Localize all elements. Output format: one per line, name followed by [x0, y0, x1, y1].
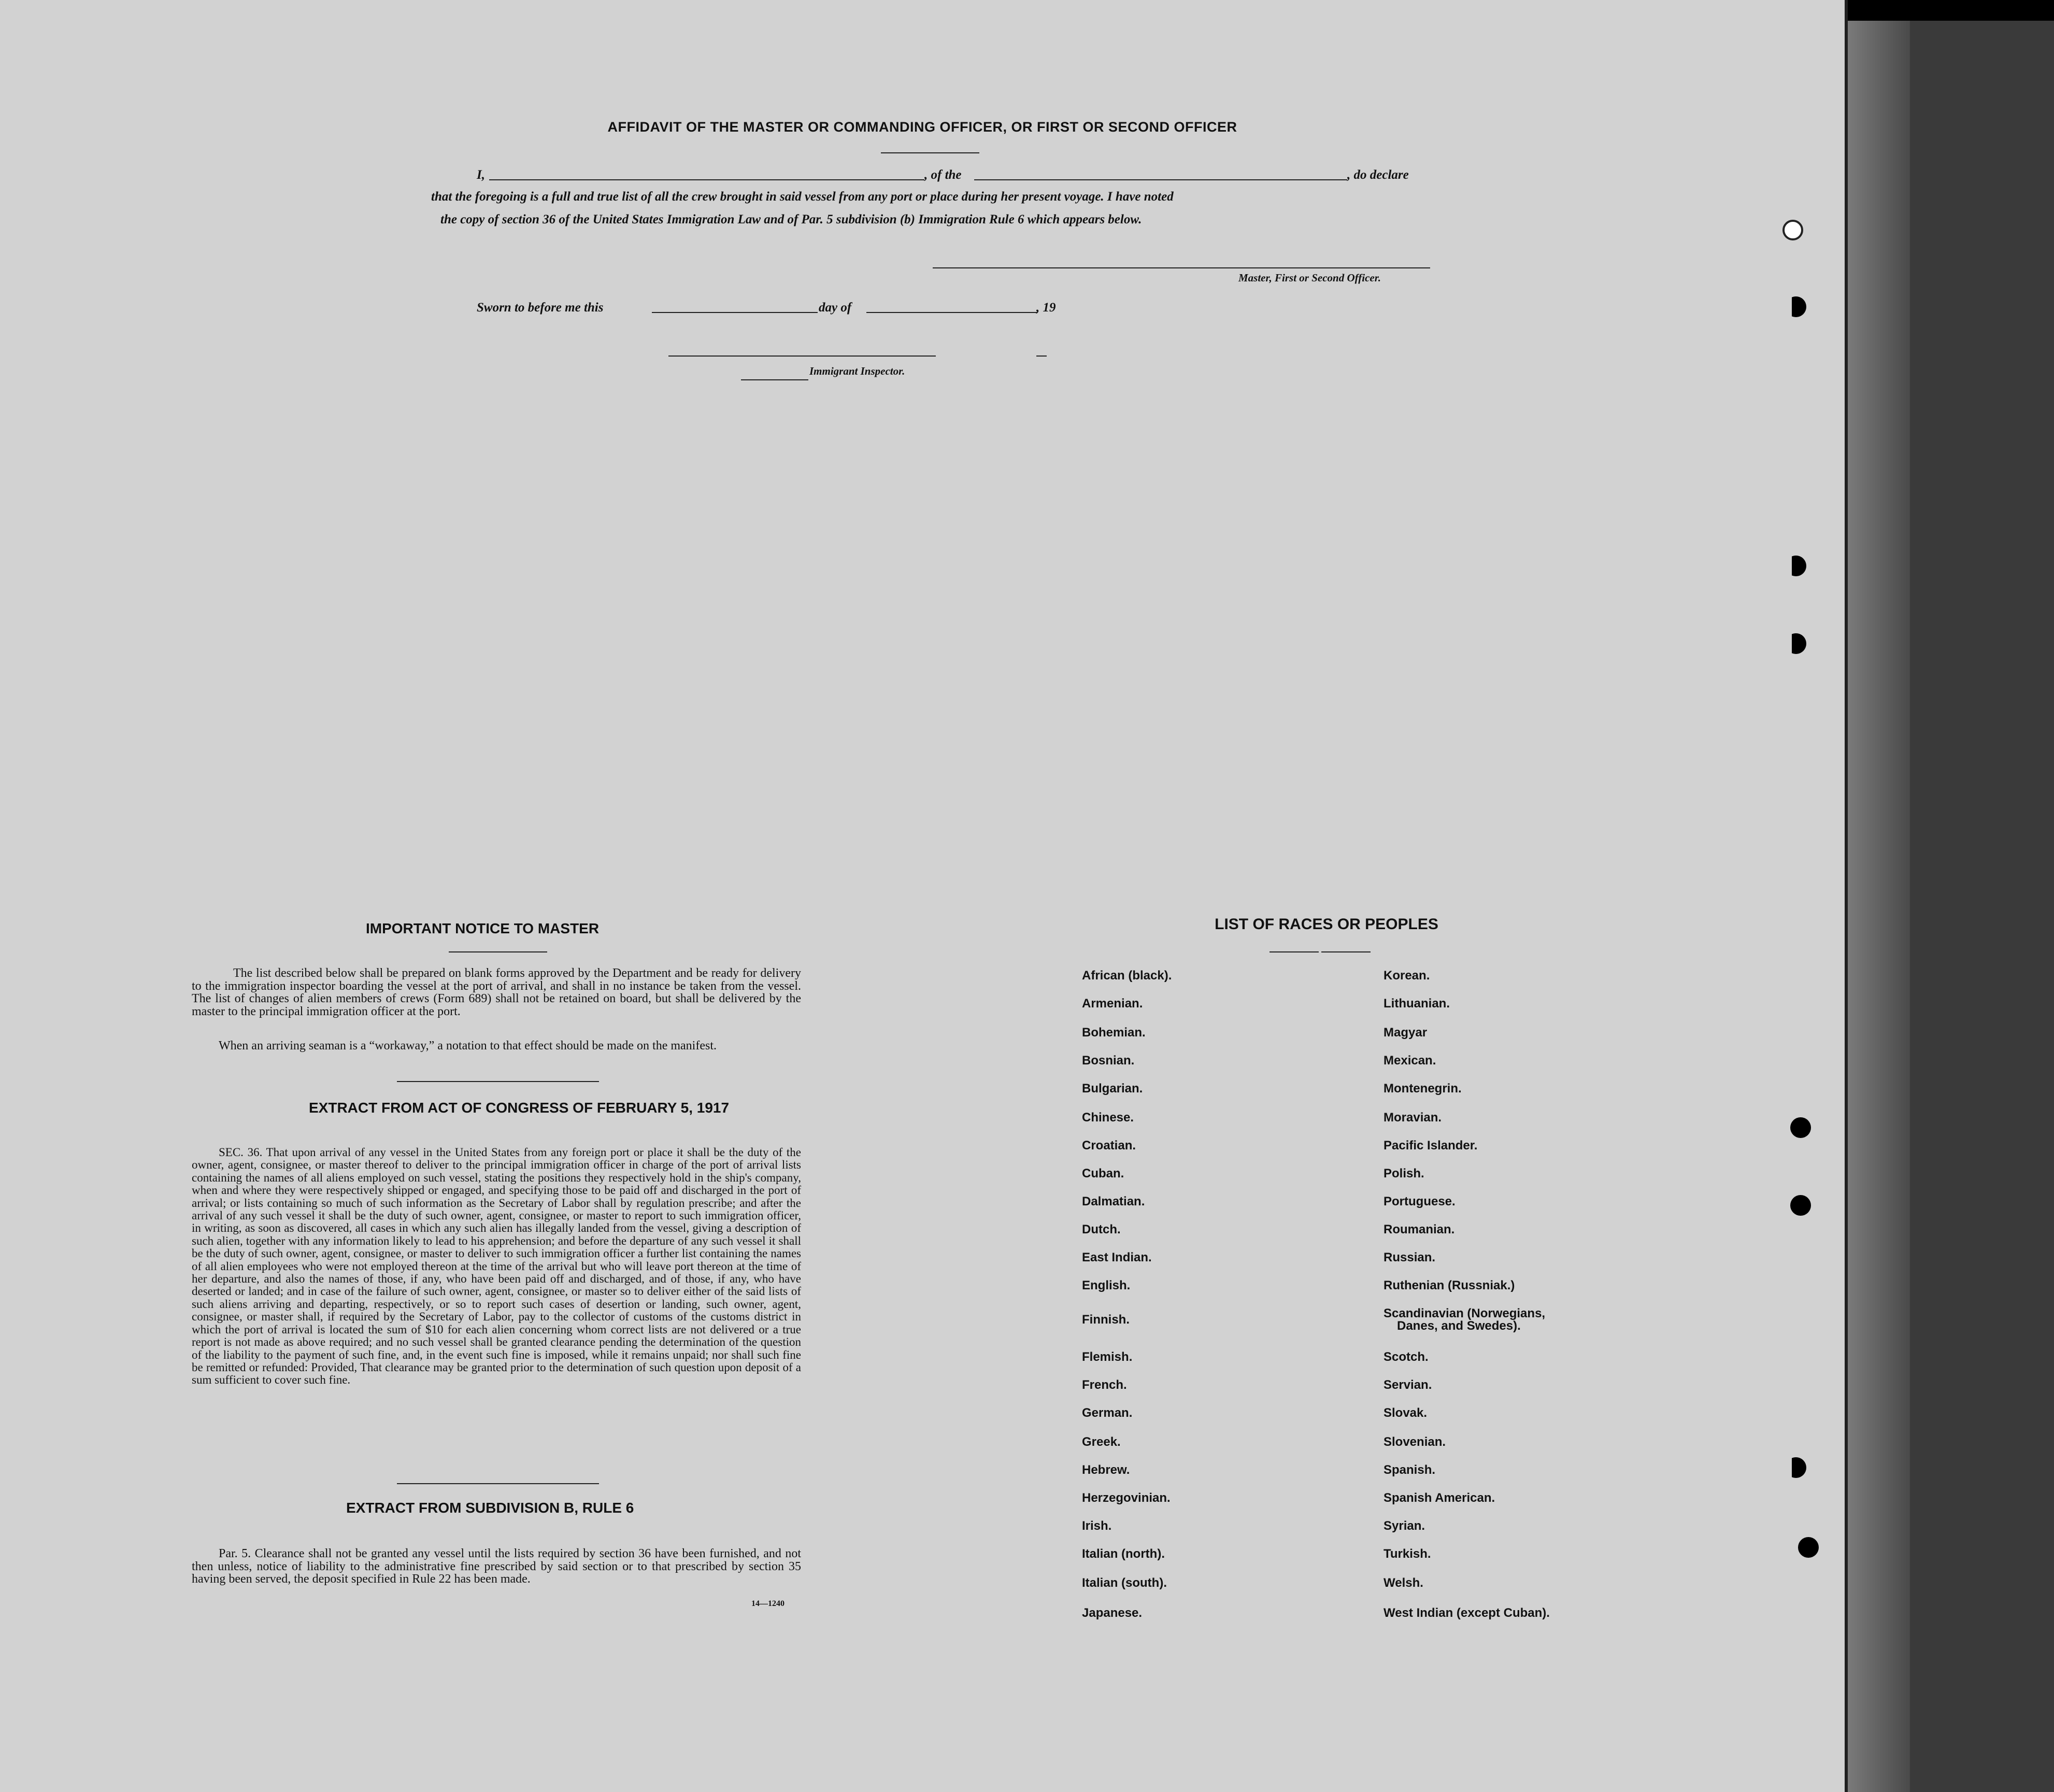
race-item: German. — [1082, 1406, 1133, 1420]
race-item: Croatian. — [1082, 1139, 1136, 1153]
races-title: LIST OF RACES OR PEOPLES — [1215, 916, 1438, 933]
race-item: Italian (south). — [1082, 1576, 1167, 1590]
race-item: Slovenian. — [1383, 1435, 1446, 1449]
race-continuation: Danes, and Swedes). — [1397, 1319, 1521, 1333]
race-item: West Indian (except Cuban). — [1383, 1606, 1550, 1620]
race-item: Ruthenian (Russniak.) — [1383, 1278, 1515, 1292]
race-item: Slovak. — [1383, 1406, 1428, 1420]
act-title: EXTRACT FROM ACT OF CONGRESS OF FEBRUARY 5, 1917 — [309, 1100, 730, 1116]
race-item: Pacific Islander. — [1383, 1139, 1478, 1153]
punch-hole — [1782, 220, 1803, 240]
title-divider — [881, 152, 979, 153]
punch-hole — [1798, 1537, 1819, 1558]
inspector-label: Immigrant Inspector. — [809, 365, 905, 377]
page-edge-shadow — [1848, 21, 2054, 1792]
blank-mark — [1036, 355, 1047, 357]
declare-line3: the copy of section 36 of the United States Immigration Law and of Par. 5 subdivision (b) Immigration Rule 6 which appears below. — [440, 212, 1142, 226]
race-item: Chinese. — [1082, 1111, 1134, 1125]
race-item: Herzegovinian. — [1082, 1491, 1171, 1505]
race-item: Polish. — [1383, 1167, 1424, 1181]
punch-hole — [1786, 1457, 1806, 1478]
declare-of: , of the — [924, 168, 962, 182]
race-item: Greek. — [1082, 1435, 1121, 1449]
notice-divider — [449, 951, 547, 952]
sworn-day-blank[interactable] — [652, 312, 818, 313]
punch-hole — [1786, 556, 1806, 576]
race-item: Bulgarian. — [1082, 1082, 1143, 1096]
race-item: Moravian. — [1383, 1111, 1442, 1125]
inspector-blank[interactable] — [668, 355, 936, 357]
race-item: Magyar — [1383, 1026, 1428, 1040]
notice-title: IMPORTANT NOTICE TO MASTER — [366, 920, 600, 936]
race-item: Italian (north). — [1082, 1547, 1165, 1561]
notice-paragraph-1: The list described below shall be prepared on blank forms approved by the Department and be ready for delivery to the immigration inspector boarding the vessel at the port of arrival, and shall in no instance be taken from the vessel. The list of changes of alien members of crews (Form 689) shall not be retained on board, but shall be delivered by the master to the principal immigration officer at the port. — [192, 966, 801, 1018]
race-item: Russian. — [1383, 1250, 1436, 1264]
race-item: Japanese. — [1082, 1606, 1143, 1620]
affidavit-title: AFFIDAVIT OF THE MASTER OR COMMANDING OFFICER, OR FIRST OR SECOND OFFICER — [607, 119, 1237, 135]
race-item: Welsh. — [1383, 1576, 1423, 1590]
race-item: Bosnian. — [1082, 1054, 1135, 1068]
race-item: Servian. — [1383, 1378, 1432, 1392]
races-divider-b — [1321, 951, 1371, 952]
race-item: Lithuanian. — [1383, 997, 1450, 1011]
race-item: French. — [1082, 1378, 1127, 1392]
act-body: SEC. 36. That upon arrival of any vessel in the United States from any foreign port or place it shall be the duty of the owner, agent, consignee, or master thereof to deliver to the principal immigration officer in charge of the port of arrival lists containing the names of all aliens employed on such vessel, stating the positions they respectively hold in the ship's company, when and where they were respectively shipped or engaged, and specifying those to be paid off and discharged in the port of arrival; or lists containing so much of such information as the Secretary of Labor shall by regulation prescribe; and after the arrival of any such vessel it shall be the duty of such owner, agent, consignee, or master to report to such immigration officer, in writing, as soon as discovered, all cases in which any such alien has illegally landed from the vessel, giving a description of such alien, together with any information likely to lead to his apprehension; and before the departure of any such vessel it shall be the duty of such owner, agent, consignee, or master to deliver to such immigration officer a further list containing the names of all alien employees who were not employed thereon at the time of the arrival but who will leave port thereon at the time of her departure, and also the names of those, if any, who have been paid off and discharged, and of those, if any, who have deserted or landed; and in case of the failure of such owner, agent, consignee, or master so to deliver either of the said lists of such aliens arriving and departing, respectively, or so to report such cases of desertion or landing, such owner, agent, consignee, or master shall, if required by the Secretary of Labor, pay to the collector of customs of the customs district in which the port of arrival is located the sum of $10 for each alien concerning whom correct lists are not delivered or a true report is not made as above required; and no such vessel shall be granted clearance pending the determination of the question of the liability to the payment of such fine, and, in the event such fine is imposed, while it remains unpaid; nor shall such fine be remitted or refunded: Provided, That clearance may be granted prior to the determination of such question upon deposit of a sum sufficient to cover such fine. — [192, 1146, 801, 1387]
race-item: Korean. — [1383, 969, 1430, 983]
declare-line2: that the foregoing is a full and true list of all the crew brought in said vessel from any port or place during her present voyage. I have noted — [431, 190, 1174, 204]
race-item: Finnish. — [1082, 1313, 1130, 1327]
sworn-year: , 19 — [1036, 301, 1056, 315]
race-item: Armenian. — [1082, 997, 1143, 1011]
name-blank[interactable] — [489, 179, 924, 180]
race-item: Turkish. — [1383, 1547, 1431, 1561]
race-item: Portuguese. — [1383, 1194, 1456, 1208]
race-item: African (black). — [1082, 969, 1172, 983]
race-item: Spanish. — [1383, 1463, 1436, 1477]
race-item: Hebrew. — [1082, 1463, 1130, 1477]
race-item: Dalmatian. — [1082, 1194, 1145, 1208]
race-item: Bohemian. — [1082, 1026, 1146, 1040]
sworn-month-blank[interactable] — [866, 312, 1037, 313]
race-item: Syrian. — [1383, 1519, 1425, 1533]
race-item: Flemish. — [1082, 1350, 1133, 1364]
signature-blank[interactable] — [933, 267, 1430, 268]
punch-hole — [1790, 1195, 1811, 1216]
race-item: East Indian. — [1082, 1250, 1152, 1264]
sworn-prefix: Sworn to before me this — [477, 301, 604, 315]
race-item: Montenegrin. — [1383, 1082, 1462, 1096]
declare-i: I, — [477, 168, 485, 182]
punch-hole — [1786, 296, 1806, 317]
declare-end: , do declare — [1347, 168, 1409, 182]
punch-hole — [1790, 1117, 1811, 1138]
inspector-lead-line — [741, 379, 808, 380]
races-divider-a — [1270, 951, 1319, 952]
race-item: Scotch. — [1383, 1350, 1429, 1364]
race-item: Roumanian. — [1383, 1222, 1455, 1236]
race-item: Irish. — [1082, 1519, 1112, 1533]
rule-title: EXTRACT FROM SUBDIVISION B, RULE 6 — [346, 1500, 634, 1516]
race-item: Dutch. — [1082, 1222, 1121, 1236]
section-divider-2 — [397, 1483, 599, 1484]
form-number: 14—1240 — [751, 1599, 784, 1608]
signature-label: Master, First or Second Officer. — [1238, 272, 1381, 284]
race-item: Scandinavian (Norwegians, — [1383, 1306, 1546, 1320]
sworn-day: day of — [819, 301, 852, 315]
race-item: Spanish American. — [1383, 1491, 1495, 1505]
race-item: Cuban. — [1082, 1167, 1124, 1181]
punch-hole — [1786, 633, 1806, 654]
vessel-blank[interactable] — [974, 179, 1347, 180]
section-divider-1 — [397, 1081, 599, 1082]
notice-paragraph-2: When an arriving seaman is a “workaway,” a notation to that effect should be made on the manifest. — [219, 1039, 717, 1053]
rule-body: Par. 5. Clearance shall not be granted any vessel until the lists required by section 36 have been furnished, and not then unless, notice of liability to the administrative fine prescribed by said section or to that prescribed by section 35 having been served, the deposit specified in Rule 22 has been made. — [192, 1547, 801, 1586]
race-item: Mexican. — [1383, 1054, 1436, 1068]
race-item: English. — [1082, 1278, 1131, 1292]
